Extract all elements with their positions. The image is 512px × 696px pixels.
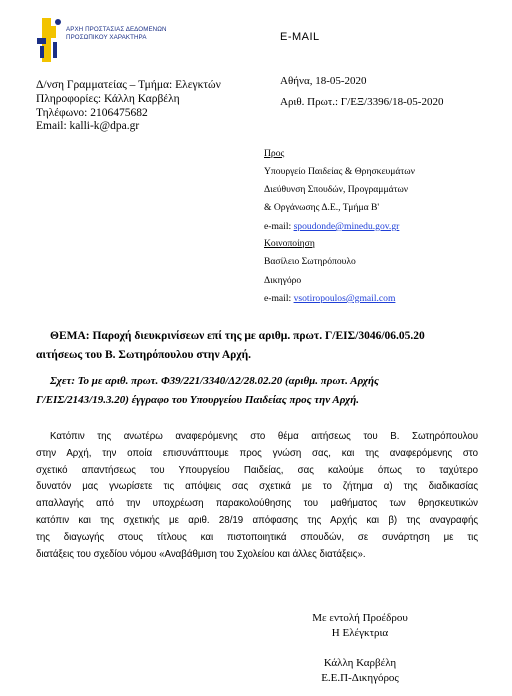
body-line: απαλλαγής από την υποχρέωση παρακολούθησης του μαθήματος των θρησκευτικών [36, 498, 478, 510]
body-line: δυνατόν μας γνωρίσετε τις απόψεις σας σχετικά με το ζήτημα α) της διαδικασίας [36, 481, 478, 493]
sender-email: Email: kalli-k@dpa.gr [36, 120, 140, 132]
cc-email-link[interactable]: vsotiropoulos@gmail.com [293, 293, 396, 304]
sender-phone: Τηλέφωνο: 2106475682 [36, 107, 148, 119]
recipient-email-prefix: e-mail: [264, 221, 294, 232]
reference-line2: Γ/ΕΙΣ/2143/19.3.20) έγγραφο του Υπουργείου Παιδείας προς την Αρχή. [36, 394, 359, 406]
cc-recipient-title: Δικηγόρο [264, 275, 302, 286]
body-line: διατάξεις του σχεδίου νόμου «Αναβάθμιση του Σχολείου και άλλες διατάξεις». [36, 548, 366, 560]
org-name-line1: ΑΡΧΗ ΠΡΟΣΤΑΣΙΑΣ ΔΕΔΟΜΕΝΩΝ [66, 26, 167, 33]
body-line: στην Αρχή, την οποία επισυνάπτουμε προς γνώση σας, και της αναφερόμενης στο [36, 447, 478, 459]
signature-name: Κάλλη Καρβέλη [323, 657, 397, 669]
recipient-directorate: Διεύθυνση Σπουδών, Προγραμμάτων [264, 184, 409, 195]
sender-department: Δ/νση Γραμματείας – Τμήμα: Ελεγκτών [36, 79, 221, 91]
recipient-department: & Οργάνωσης Δ.Ε., Τμήμα Β' [264, 202, 380, 213]
body-line: σχετικό απαντήσεως του Υπουργείου Παιδείας, σας καλούμε όπως το ταχύτερο [36, 464, 478, 476]
authority-emblem-icon [34, 16, 64, 64]
subject-line1: ΘΕΜΑ: Παροχή διευκρινίσεων επί της με αριθμ. πρωτ. Γ/ΕΙΣ/3046/06.05.20 [50, 330, 425, 342]
document-date: Αθήνα, 18-05-2020 [280, 75, 367, 87]
body-line: Κατόπιν της ανωτέρω αναφερόμενης στο θέμα αιτήσεως του Β. Σωτηρόπουλου [50, 431, 478, 442]
document-type: E-MAIL [280, 31, 320, 43]
cc-label: Κοινοποίηση [264, 238, 315, 249]
recipient-ministry: Υπουργείο Παιδείας & Θρησκευμάτων [264, 166, 415, 177]
org-name-line2: ΠΡΟΣΩΠΙΚΟΥ ΧΑΡΑΚΤΗΡΑ [66, 34, 147, 41]
body-line: κατόπιν και της σχετικής με αριθ. 28/19 απόφασης της Αρχής και β) της αναγραφής [36, 514, 478, 526]
subject-line2: αιτήσεως του Β. Σωτηρόπουλου στην Αρχή. [36, 349, 251, 361]
body-paragraph [36, 429, 478, 563]
signature-role: Η Ελέγκτρια [331, 627, 389, 639]
cc-recipient-name: Βασίλειο Σωτηρόπουλο [264, 256, 356, 267]
reference-line1: Σχετ: Το με αριθ. πρωτ. Φ39/221/3340/Δ2/28.02.20 (αριθμ. πρωτ. Αρχής [50, 375, 379, 387]
sender-info: Πληροφορίες: Κάλλη Καρβέλη [36, 93, 180, 105]
cc-email-prefix: e-mail: [264, 293, 294, 304]
signature-title: Ε.Ε.Π-Δικηγόρος [321, 672, 399, 684]
signature-authority: Με εντολή Προέδρου [312, 612, 408, 624]
protocol-number: Αριθ. Πρωτ.: Γ/ΕΞ/3396/18-05-2020 [280, 96, 444, 108]
to-label: Προς [264, 148, 285, 159]
recipient-email-link[interactable]: spoudonde@minedu.gov.gr [293, 221, 400, 232]
cc-email-line [264, 293, 395, 304]
recipient-email-line [264, 221, 399, 232]
body-line: της διαγωγής στους τίτλους και πιστοποιητικά σπουδών, σε συνάρτηση με τις [36, 531, 478, 543]
